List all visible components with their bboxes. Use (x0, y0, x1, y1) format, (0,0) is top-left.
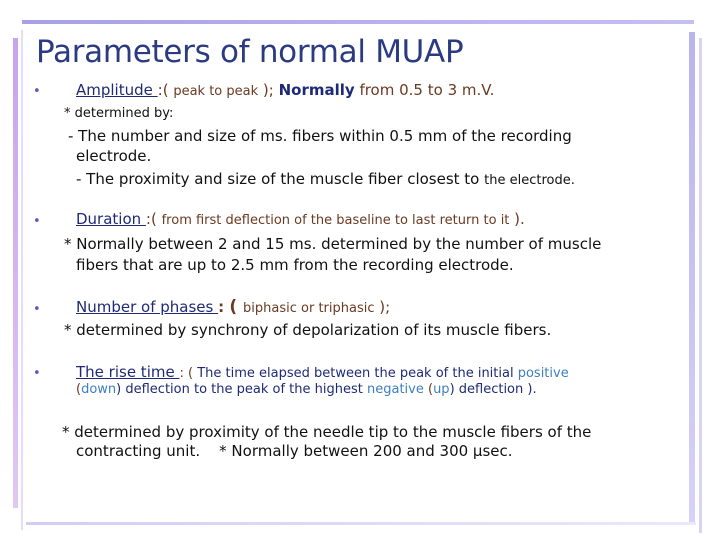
bullet-icon: • (33, 302, 41, 317)
rise-heading-line-2: (down) deflection to the peak of the highest negative (up) deflection ). (76, 382, 537, 397)
top-decorative-bar (22, 20, 694, 24)
duration-heading: Duration :( from first deflection of the baseline to last return to it ). (76, 210, 525, 228)
phases-heading: Number of phases : ( biphasic or triphasic ); (76, 297, 391, 317)
amplitude-line-2: electrode. (76, 147, 152, 165)
bottom-decorative-bar (26, 522, 696, 525)
left-decorative-line (21, 30, 23, 530)
amplitude-line-3: - The proximity and size of the muscle fiber closest to the electrode. (76, 170, 575, 188)
amplitude-label: Amplitude (76, 81, 158, 99)
rise-heading: The rise time : ( The time elapsed between the peak of the initial positive (76, 363, 569, 381)
bullet-icon: • (33, 214, 41, 229)
amplitude-heading: Amplitude :( peak to peak ); Normally from 0.5 to 3 m.V. (76, 81, 495, 99)
bullet-icon: • (33, 366, 41, 381)
left-decorative-bar (13, 38, 18, 508)
right-decorative-line (699, 38, 702, 533)
rise-line-2: contracting unit. * Normally between 200 and 300 μsec. (76, 442, 513, 460)
rise-label: The rise time (76, 363, 180, 381)
rise-line-1: * determined by proximity of the needle tip to the muscle fibers of the (62, 423, 592, 441)
amplitude-determined: * determined by: (64, 106, 174, 121)
duration-line-2: fibers that are up to 2.5 mm from the recording electrode. (76, 256, 514, 274)
right-decorative-bar (689, 32, 695, 524)
duration-line-1: * Normally between 2 and 15 ms. determined by the number of muscle (64, 235, 602, 253)
page-title: Parameters of normal MUAP (36, 34, 464, 70)
phases-label: Number of phases (76, 298, 219, 316)
amplitude-line-1: - The number and size of ms. fibers within 0.5 mm of the recording (68, 127, 572, 145)
bullet-icon: • (33, 84, 41, 99)
phases-line-1: * determined by synchrony of depolarization of its muscle fibers. (64, 321, 552, 339)
duration-label: Duration (76, 210, 146, 228)
